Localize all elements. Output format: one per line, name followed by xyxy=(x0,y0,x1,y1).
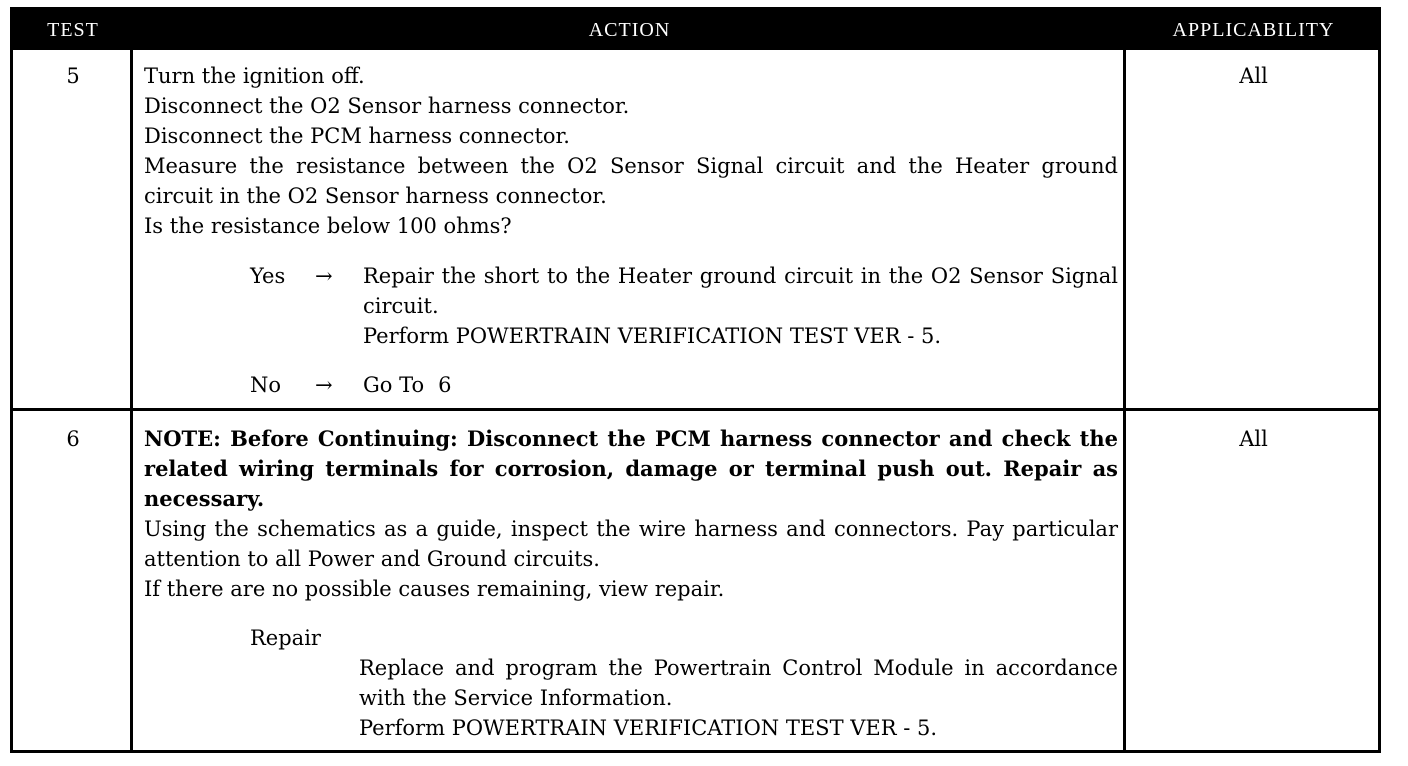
yes-result xyxy=(363,261,1118,351)
test-number: 5 xyxy=(66,64,80,88)
action-text xyxy=(144,424,1118,604)
action-line: Disconnect the PCM harness connector. xyxy=(144,124,570,148)
action-line: Disconnect the O2 Sensor harness connector. xyxy=(144,94,630,118)
column-divider xyxy=(1123,50,1126,750)
header-action: ACTION xyxy=(588,19,671,41)
column-divider xyxy=(130,50,133,750)
repair-replace-text: Replace and program the Powertrain Control Module in accordance with the Service Information. xyxy=(359,656,1118,710)
right-arrow-icon: → xyxy=(315,373,333,397)
yes-verify-text: Perform POWERTRAIN VERIFICATION TEST VER - 5. xyxy=(363,324,942,348)
action-line: Using the schematics as a guide, inspect the wire harness and connectors. Pay particular attention to all Power and Ground circuits. xyxy=(144,517,1118,571)
applicability-value: All xyxy=(1239,64,1268,88)
goto-target: 6 xyxy=(438,373,452,397)
repair-label: Repair xyxy=(250,626,321,650)
applicability-value: All xyxy=(1239,427,1268,451)
note-text: NOTE: Before Continuing: Disconnect the PCM harness connector and check the related wiring terminals for corrosion, damage or terminal push out. Repair as necessary. xyxy=(144,426,1118,511)
header-applicability: APPLICABILITY xyxy=(1172,19,1335,41)
action-text xyxy=(144,61,1118,241)
row-divider xyxy=(13,408,1378,411)
table-header xyxy=(13,10,1378,50)
yes-label: Yes xyxy=(250,264,286,288)
no-label: No xyxy=(250,373,282,397)
goto-label: Go To xyxy=(363,373,425,397)
action-line: Turn the ignition off. xyxy=(144,64,365,88)
goto-link[interactable] xyxy=(363,370,466,400)
action-line: Is the resistance below 100 ohms? xyxy=(144,214,512,238)
yes-repair-text: Repair the short to the Heater ground circuit in the O2 Sensor Signal circuit. xyxy=(363,264,1118,318)
repair-result xyxy=(359,653,1118,743)
repair-verify-text: Perform POWERTRAIN VERIFICATION TEST VER - 5. xyxy=(359,716,938,740)
header-test: TEST xyxy=(47,19,99,41)
test-number: 6 xyxy=(66,427,80,451)
action-line: If there are no possible causes remaining, view repair. xyxy=(144,577,725,601)
diagnostic-test-table xyxy=(10,7,1381,753)
action-line: Measure the resistance between the O2 Sensor Signal circuit and the Heater ground circuit in the O2 Sensor harness connector. xyxy=(144,154,1118,208)
right-arrow-icon: → xyxy=(315,264,333,288)
